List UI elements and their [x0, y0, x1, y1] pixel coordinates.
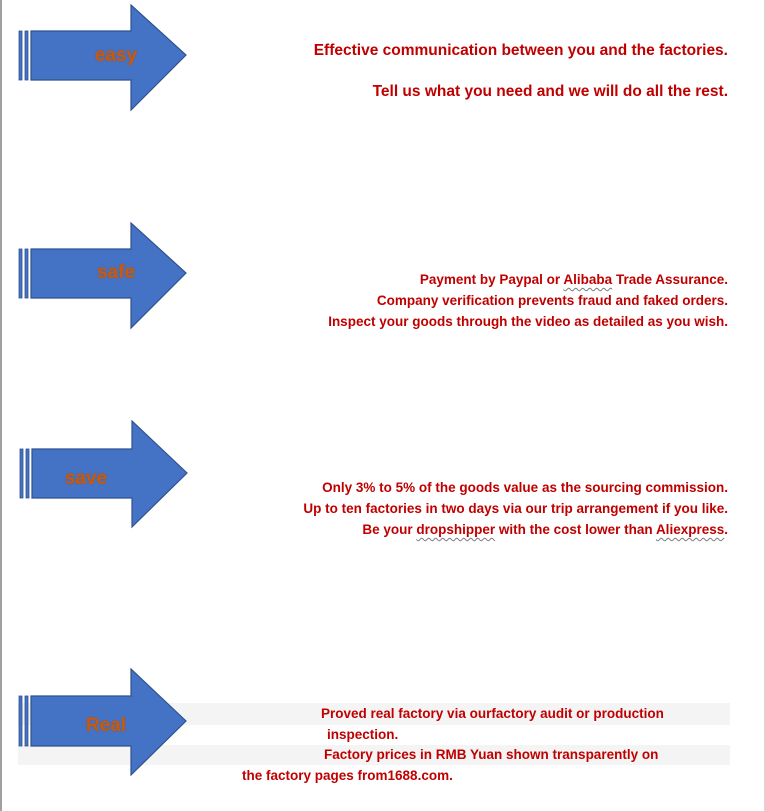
safe-text: [328, 269, 728, 332]
real-line-4: the factory pages from1688.com.: [242, 768, 453, 783]
real-line-3: Factory prices in RMB Yuan shown transparently on: [324, 747, 659, 762]
save-arrow-icon: [18, 420, 193, 530]
safe-line-3: Inspect your goods through the video as detailed as you wish.: [328, 314, 728, 329]
real-arrow-icon: [18, 668, 193, 778]
safe-line-2: Company verification prevents fraud and faked orders.: [376, 293, 728, 308]
safe-line-1: Payment by Paypal or Alibaba Trade Assurance.: [419, 272, 728, 287]
save-line-1: Only 3% to 5% of the goods value as the sourcing commission.: [322, 480, 728, 495]
easy-text: [314, 30, 728, 112]
save-label: save: [64, 468, 108, 489]
easy-label: easy: [94, 45, 138, 66]
safe-label: safe: [96, 262, 136, 283]
page-edge: [0, 0, 2, 811]
aliexpress-term: Aliexpress: [655, 522, 725, 537]
real-line-1: Proved real factory via ourfactory audit or production: [321, 706, 664, 721]
alibaba-term: Alibaba: [563, 272, 613, 287]
easy-line-1: Effective communication between you and the factories.: [313, 42, 728, 59]
dropshipper-term: dropshipper: [416, 522, 496, 537]
save-line-3: Be your dropshipper with the cost lower than Aliexpress.: [362, 522, 728, 537]
real-line-2: inspection.: [327, 727, 399, 742]
easy-arrow-icon: [18, 4, 193, 114]
real-label: Real: [85, 715, 127, 736]
save-text: [303, 477, 728, 540]
safe-arrow-icon: [18, 222, 193, 332]
easy-line-2: Tell us what you need and we will do all the rest.: [372, 83, 728, 100]
save-line-2: Up to ten factories in two days via our trip arrangement if you like.: [303, 501, 728, 516]
